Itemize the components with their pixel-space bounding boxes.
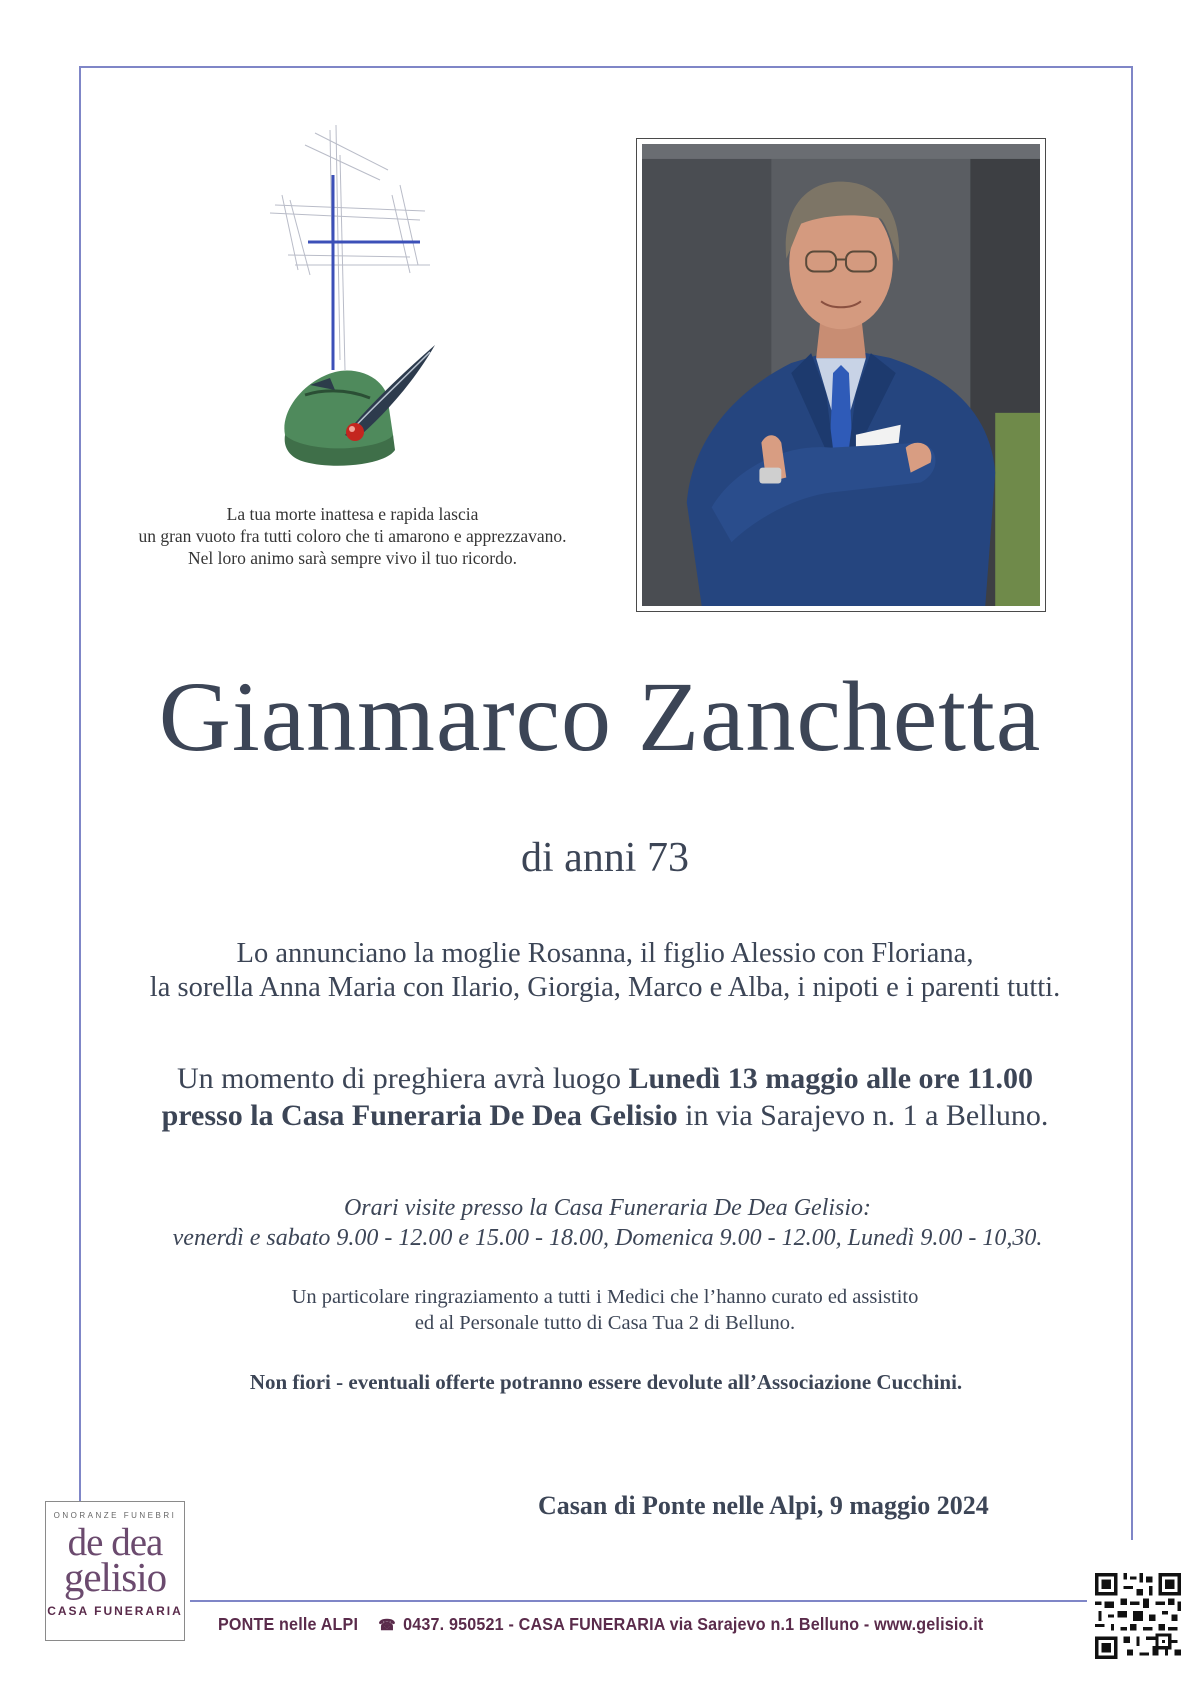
thanks-line: Un particolare ringraziamento a tutti i Medici che l’hanno curato ed assistito [291,1286,919,1308]
frame-gap [60,1540,1140,1580]
deceased-name: Gianmarco Zanchetta [158,661,1042,772]
announcement [0,937,1200,1005]
footer-details: 0437. 950521 - CASA FUNERARIA via Sarajevo n.1 Belluno - www.gelisio.it [403,1614,984,1634]
funeral-home-logo [45,1501,185,1641]
visiting-hours-times: venerdì e sabato 9.00 - 12.00 e 15.00 - 18.00, Domenica 9.00 - 12.00, Lunedì 9.00 - 10,30. [172,1225,1043,1251]
footer-divider [190,1600,1087,1602]
epitaph-line: Nel loro animo sarà sempre vivo il tuo ricordo. [187,548,517,568]
logo-top-text: ONORANZE FUNEBRI [53,1511,177,1520]
prayer-venue: presso la Casa Funeraria De Dea Gelisio [161,1099,678,1132]
footer-contact [218,1614,983,1635]
announcement-line: Lo annunciano la moglie Rosanna, il figlio Alessio con Floriana, [236,938,974,969]
visiting-hours-title: Orari visite presso la Casa Funeraria De Dea Gelisio: [343,1195,872,1221]
prayer-date: Lunedì 13 maggio alle ore 11.00 [628,1062,1033,1095]
place-date: Casan di Ponte nelle Alpi, 9 maggio 2024 [538,1491,989,1520]
thanks-note [0,1284,1200,1336]
prayer-address: in via Sarajevo n. 1 a Belluno. [677,1099,1049,1132]
phone-icon: ☎ [378,1617,396,1634]
announcement-line: la sorella Anna Maria con Ilario, Giorgia, Marco e Alba, i nipoti e i parenti tutti. [149,972,1061,1003]
logo-bottom-text: CASA FUNERARIA [47,1604,183,1618]
thanks-line: ed al Personale tutto di Casa Tua 2 di Belluno. [414,1312,796,1334]
alpine-hat-icon [275,340,445,475]
prayer-notice [0,1060,1200,1134]
no-flowers-note: Non fiori - eventuali offerte potranno essere devolute all’Associazione Cucchini. [249,1370,963,1394]
logo-line-2: gelisio [63,1554,167,1600]
epitaph-line: un gran vuoto fra tutti coloro che ti amarono e apprezzavano. [138,526,567,546]
deceased-age: di anni 73 [521,835,689,881]
portrait-photo [636,138,1046,612]
qr-code-icon[interactable] [1092,1570,1184,1662]
epitaph-line: La tua morte inattesa e rapida lascia [226,504,479,524]
logo-line-1: de dea [67,1521,163,1564]
prayer-text: Un momento di preghiera avrà luogo [176,1062,629,1095]
visiting-hours [0,1193,1200,1253]
epitaph [80,503,625,569]
footer-location: PONTE nelle ALPI [218,1614,359,1634]
